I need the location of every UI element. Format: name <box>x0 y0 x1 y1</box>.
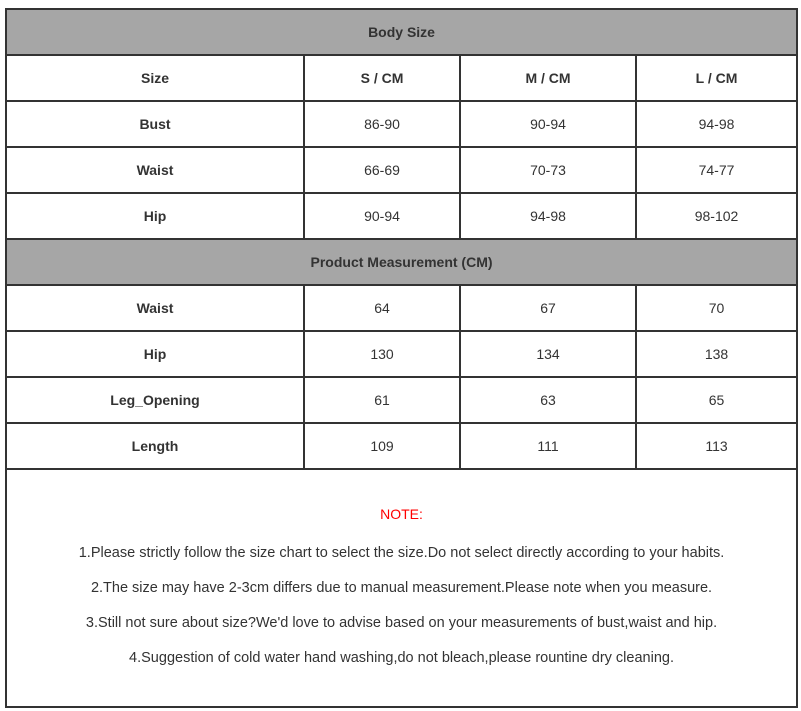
cell-m: 70-73 <box>460 147 636 193</box>
cell-m: 67 <box>460 285 636 331</box>
table-row <box>6 377 797 423</box>
cell-m: 134 <box>460 331 636 377</box>
cell-l: 94-98 <box>636 101 797 147</box>
cell-s: 90-94 <box>304 193 460 239</box>
note-line: 1.Please strictly follow the size chart to select the size.Do not select directly according to your habits. <box>78 545 725 561</box>
body-size-header-row <box>6 55 797 101</box>
header-size: Size <box>6 55 304 101</box>
row-label: Hip <box>6 331 304 377</box>
table-row <box>6 101 797 147</box>
cell-s: 64 <box>304 285 460 331</box>
notes-panel <box>6 469 797 707</box>
cell-m: 94-98 <box>460 193 636 239</box>
body-size-section-header <box>6 9 797 55</box>
row-label: Waist <box>6 285 304 331</box>
row-label: Bust <box>6 101 304 147</box>
table-row <box>6 193 797 239</box>
cell-l: 70 <box>636 285 797 331</box>
header-l-cm: L / CM <box>636 55 797 101</box>
product-measurement-section-header <box>6 239 797 285</box>
notes-row <box>6 469 797 707</box>
row-label: Hip <box>6 193 304 239</box>
table-row <box>6 147 797 193</box>
body-size-title: Body Size <box>6 9 797 55</box>
cell-m: 111 <box>460 423 636 469</box>
table-row <box>6 285 797 331</box>
note-line: 4.Suggestion of cold water hand washing,do not bleach,please rountine dry cleaning. <box>129 650 674 666</box>
cell-s: 86-90 <box>304 101 460 147</box>
row-label: Length <box>6 423 304 469</box>
cell-l: 138 <box>636 331 797 377</box>
row-label: Leg_Opening <box>6 377 304 423</box>
header-s-cm: S / CM <box>304 55 460 101</box>
header-m-cm: M / CM <box>460 55 636 101</box>
table-row <box>6 331 797 377</box>
size-chart-table <box>5 8 798 708</box>
product-measurement-title: Product Measurement (CM) <box>6 239 797 285</box>
cell-s: 109 <box>304 423 460 469</box>
cell-l: 98-102 <box>636 193 797 239</box>
cell-m: 90-94 <box>460 101 636 147</box>
cell-s: 66-69 <box>304 147 460 193</box>
cell-s: 61 <box>304 377 460 423</box>
cell-l: 65 <box>636 377 797 423</box>
note-title: NOTE: <box>380 506 423 522</box>
cell-s: 130 <box>304 331 460 377</box>
row-label: Waist <box>6 147 304 193</box>
table-row <box>6 423 797 469</box>
note-line: 2.The size may have 2-3cm differs due to manual measurement.Please note when you measure. <box>90 580 713 596</box>
cell-l: 113 <box>636 423 797 469</box>
note-line: 3.Still not sure about size?We'd love to advise based on your measurements of bust,waist and hip. <box>85 615 718 631</box>
cell-l: 74-77 <box>636 147 797 193</box>
cell-m: 63 <box>460 377 636 423</box>
